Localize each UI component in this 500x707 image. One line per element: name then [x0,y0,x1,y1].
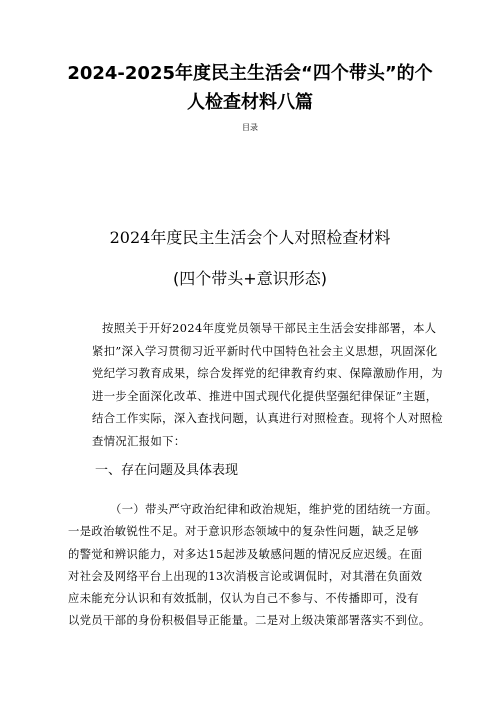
intro-line: 按照关于开好2024年度党员领导干部民主生活会安排部署，本人 [102,322,437,335]
intro-line: 党纪学习教育成果，综合发挥党的纪律教育约束、保障激励作用，为 [92,367,443,380]
table-of-contents-label: 目录 [242,123,258,132]
intro-line: 进一步全面深化改革、推进中国式现代化提供坚强纪律保证”主题， [92,389,438,403]
body-line: （一）带头严守政治纪律和政治规矩，维护党的团结统一方面。 [110,503,438,516]
body-line: 以党员干部的身份积极倡导正能量。二是对上级决策部署落实不到位。 [68,614,431,628]
document-title-line-2: 人检查材料八篇 [187,92,313,113]
body-paragraph [68,499,440,633]
body-line: 对社会及网络平台上出现的13次消极言论或调侃时，对其潜在负面效 [68,569,423,583]
section-title: 2024年度民主生活会个人对照检查材料 [109,228,391,247]
section-subtitle: (四个带头+意识形态) [173,269,327,288]
section-heading-1: 一、存在问题及具体表现 [95,463,239,478]
intro-line: 结合工作实际，深入查找问题，认真进行对照检查。现将个人对照检 [92,412,443,425]
document-title-line-1: 2024-2025年度民主生活会“四个带头”的个 [67,63,433,84]
intro-paragraph [92,318,443,453]
body-line: 的警觉和辨识能力，对多达15起涉及敏感问题的情况反应迟缓。在面 [68,547,423,561]
body-line: 一是政治敏锐性不足。对于意识形态领域中的复杂性问题，缺乏足够 [68,525,419,539]
intro-line: 查情况汇报如下： [92,434,186,448]
body-line: 应未能充分认识和有效抵制，仅认为自己不参与、不传播即可，没有 [68,592,419,606]
intro-line: 紧扣”深入学习贯彻习近平新时代中国特色社会主义思想，巩固深化 [92,344,438,358]
